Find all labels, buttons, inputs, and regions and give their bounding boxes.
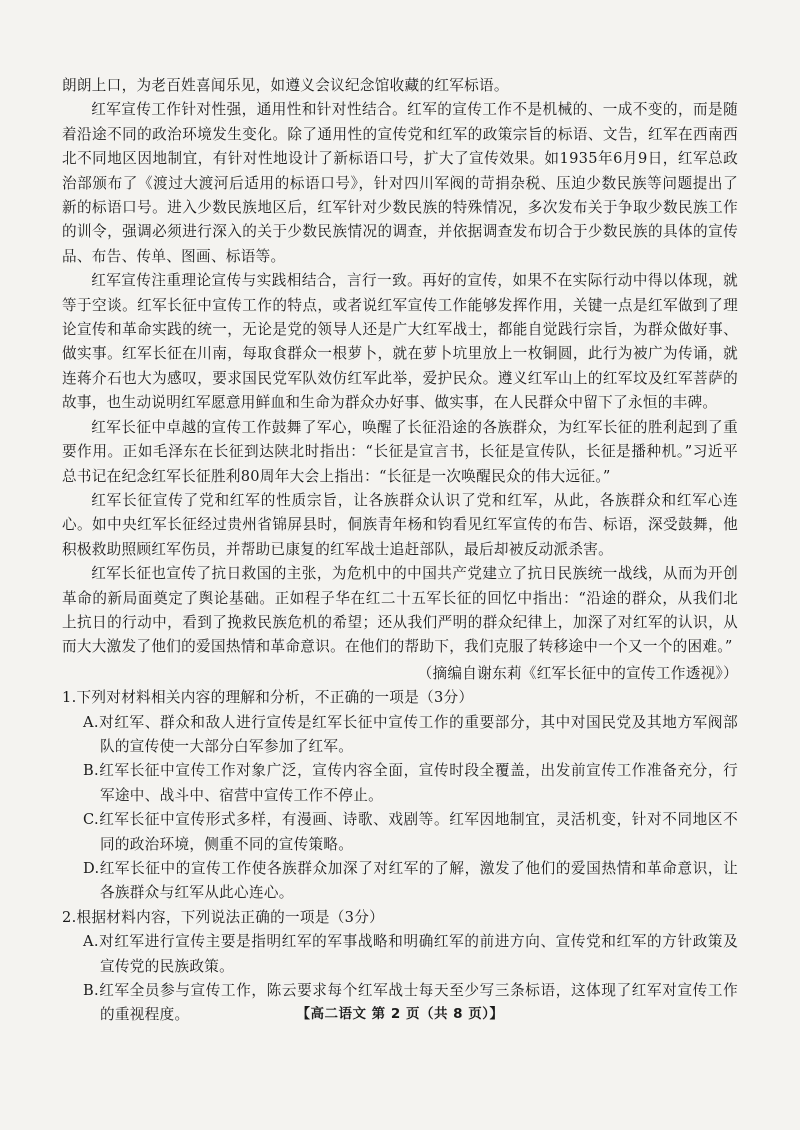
page-footer: 【高二语文 第 2 页（共 8 页）】 <box>296 1006 504 1022</box>
question-stem: 2.根据材料内容，下列说法正确的一项是（3分） <box>62 908 384 926</box>
option-a: A.对红军、群众和敌人进行宣传是红军长征中宣传工作的重要部分，其中对国民党及其地方军阀部队的宣传使一大部分白军参加了红军。 <box>83 713 738 755</box>
option-c: C.红军长征中宣传形式多样，有漫画、诗歌、戏剧等。红军因地制宜，灵活机变，针对不同地区不同的政治环境，侧重不同的宣传策略。 <box>83 811 738 853</box>
question-1 <box>62 686 738 906</box>
article-paragraph: 红军长征也宣传了抗日救国的主张，为危机中的中国共产党建立了抗日民族统一战线，从而为开创革命的新局面奠定了舆论基础。正如程子华在红二十五军长征的回忆中指出：“沿途的群众，从我们北上抗日的行动中，看到了挽救民族危机的希望；还从我们严明的群众纪律上，加深了对红军的认识，从而大大激发了他们的爱国热情和革命意识。在他们的帮助下，我们克服了转移途中一个又一个的困难。” <box>62 565 738 656</box>
article-paragraph: 红军宣传注重理论宣传与实践相结合，言行一致。再好的宣传，如果不在实际行动中得以体现，就等于空谈。红军长征中宣传工作的特点，或者说红军宣传工作能够发挥作用，关键一点是红军做到了理论宣传和革命实践的统一，无论是党的领导人还是广大红军战士，都能自觉践行宗旨，为群众做好事、做实事。红军长征在川南，每取食群众一根萝卜，就在萝卜坑里放上一枚铜圆，此行为被广为传诵，就连蒋介石也大为感叹，要求国民党军队效仿红军此举，爱护民众。遵义红军山上的红军坟及红军菩萨的故事，也生动说明红军愿意用鲜血和生命为群众办好事、做实事，在人民群众中留下了永恒的丰碑。 <box>62 272 738 412</box>
article-paragraph: 红军宣传工作针对性强，通用性和针对性结合。红军的宣传工作不是机械的、一成不变的，而是随着沿途不同的政治环境发生变化。除了通用性的宣传党和红军的政策宗旨的标语、文告，红军在西南西北不同地区因地制宜，有针对性地设计了新标语口号，扩大了宣传效果。如1935年6月9日，红军总政治部颁布了《渡过大渡河后适用的标语口号》，针对四川军阀的苛捐杂税、压迫少数民族等问题提出了新的标语口号。进入少数民族地区后，红军针对少数民族的特殊情况，多次发布关于争取少数民族工作的训令，强调必须进行深入的关于少数民族情况的调查，并依据调查发布切合于少数民族的具体的宣传品、布告、传单、图画、标语等。 <box>62 101 738 265</box>
option-b: B.红军长征中宣传工作对象广泛，宣传内容全面，宣传时段全覆盖，出发前宣传工作准备充分，行军途中、战斗中、宿营中宣传工作不停止。 <box>83 762 738 804</box>
option-d: D.红军长征中的宣传工作使各族群众加深了对红军的了解，激发了他们的爱国热情和革命意识，让各族群众与红军从此心连心。 <box>83 860 738 902</box>
article-paragraph: 朗朗上口，为老百姓喜闻乐见，如遵义会议纪念馆收藏的红军标语。 <box>62 77 509 94</box>
page-content <box>62 74 738 1028</box>
question-stem: 1.下列对材料相关内容的理解和分析，不正确的一项是（3分） <box>62 689 474 707</box>
article-paragraph: 红军长征宣传了党和红军的性质宗旨，让各族群众认识了党和红军，从此，各族群众和红军心连心。如中央红军长征经过贵州省锦屏县时，侗族青年杨和钧看见红军宣传的布告、标语，深受鼓舞，他积极救助照顾红军伤员，并帮助已康复的红军战士追赶部队，最后却被反动派杀害。 <box>62 491 738 558</box>
article-paragraph: 红军长征中卓越的宣传工作鼓舞了军心，唤醒了长征沿途的各族群众，为红军长征的胜利起到了重要作用。正如毛泽东在长征到达陕北时指出：“长征是宣言书，长征是宣传队，长征是播种机。”习近平总书记在纪念红军长征胜利80周年大会上指出：“长征是一次唤醒民众的伟大远征。” <box>62 418 738 485</box>
article-source: （摘编自谢东莉《红军长征中的宣传工作透视》） <box>417 664 738 682</box>
option-a: A.对红军进行宣传主要是指明红军的军事战略和明确红军的前进方向、宣传党和红军的方针政策及宣传党的民族政策。 <box>83 933 738 975</box>
option-b: B.红军全员参与宣传工作，陈云要求每个红军战士每天至少写三条标语，这体现了红军对宣传工作的重视程度。 <box>83 982 738 1024</box>
